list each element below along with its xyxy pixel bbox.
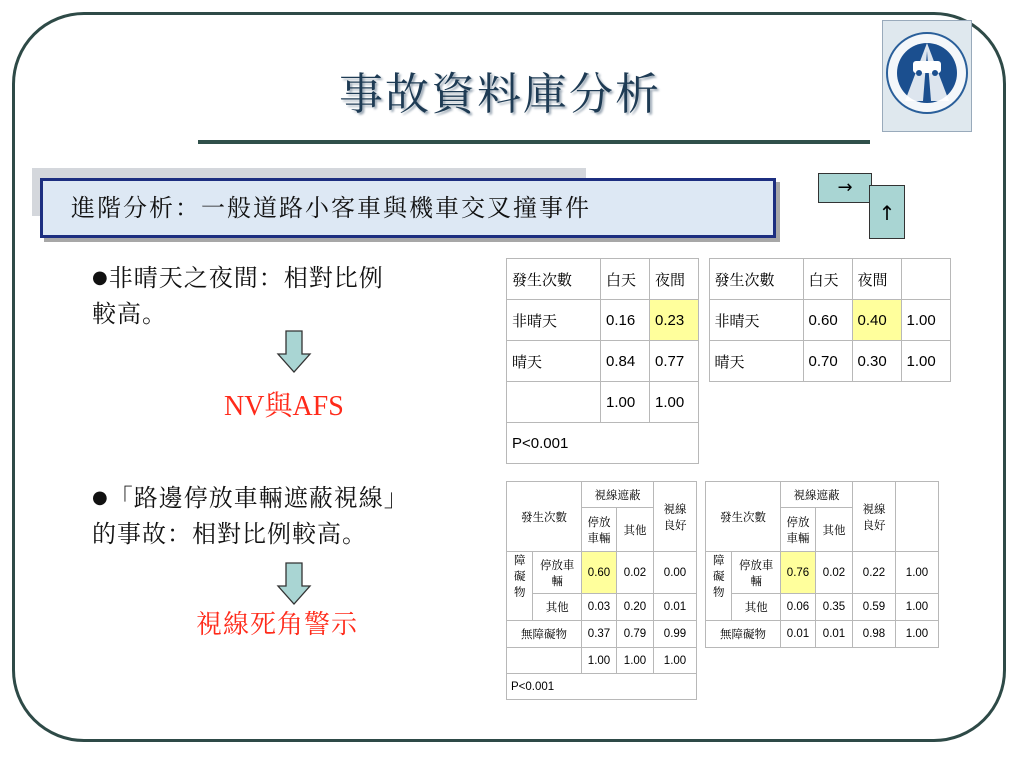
bullet-marker: ●	[92, 487, 109, 508]
down-arrow-icon	[276, 330, 312, 374]
table-cell: 無障礙物	[706, 621, 781, 648]
table-cell: 0.02	[617, 552, 654, 594]
table-cell: 無障礙物	[507, 621, 582, 648]
table-cell: 發生次數	[507, 259, 601, 300]
table-cell: 白天	[601, 259, 650, 300]
table-cell: 0.99	[654, 621, 697, 648]
table-cell: 其他	[732, 594, 781, 621]
bullet-1-line1: 非晴天之夜間：相對比例	[108, 264, 384, 292]
table-cell: 0.76	[781, 552, 816, 594]
table-cell: 視線遮蔽	[781, 482, 853, 508]
table-cell: 0.60	[582, 552, 617, 594]
table-cell: 0.60	[803, 300, 852, 341]
table-cell: 0.30	[852, 341, 901, 382]
down-arrow-icon	[276, 562, 312, 606]
table-cell: 0.59	[853, 594, 896, 621]
table-cell: 其他	[533, 594, 582, 621]
obstruction-table	[506, 481, 939, 700]
table-row	[507, 423, 951, 464]
table-cell: 晴天	[709, 341, 803, 382]
table-row	[507, 259, 951, 300]
bullet-1-result: NV與AFS	[224, 391, 344, 422]
table-cell	[507, 382, 601, 423]
table-cell: 1.00	[901, 341, 950, 382]
bullet-2-line2: 的事故：相對比例較高。	[92, 520, 367, 548]
table-row	[507, 300, 951, 341]
table-cell: 0.84	[601, 341, 650, 382]
next-slide-button[interactable]	[818, 173, 872, 203]
table-cell	[901, 259, 950, 300]
table-cell: 夜間	[650, 259, 699, 300]
table-cell: 晴天	[507, 341, 601, 382]
previous-level-button[interactable]	[869, 185, 905, 239]
table-row	[507, 382, 951, 423]
table-cell: 0.22	[853, 552, 896, 594]
bullet-2-line1: 「路邊停放車輛遮蔽視線」	[108, 484, 409, 512]
right-arrow-icon: →	[837, 177, 853, 198]
p-value: P<0.001	[507, 423, 699, 464]
table-cell: 發生次數	[709, 259, 803, 300]
bullet-1-line2: 較高。	[92, 300, 167, 328]
table-cell: 0.20	[617, 594, 654, 621]
table-cell: 0.37	[582, 621, 617, 648]
table-cell: 0.01	[816, 621, 853, 648]
up-arrow-icon: ↑	[878, 201, 896, 225]
table-cell: 障礙物	[507, 552, 533, 621]
table-row	[507, 552, 939, 594]
table-cell: 停放車輛	[533, 552, 582, 594]
bullet-2	[92, 480, 409, 552]
table-cell: 停放車輛	[582, 508, 617, 552]
p-value: P<0.001	[507, 674, 697, 700]
table-cell: 1.00	[617, 648, 654, 674]
table-cell: 0.02	[816, 552, 853, 594]
title-underline	[198, 140, 870, 144]
table-cell: 視線遮蔽	[582, 482, 654, 508]
table-row	[507, 648, 939, 674]
table-cell: 發生次數	[507, 482, 582, 552]
table-cell: 非晴天	[709, 300, 803, 341]
bullet-1	[92, 260, 384, 332]
table-cell: 0.03	[582, 594, 617, 621]
table-cell: 停放車輛	[732, 552, 781, 594]
table-cell: 0.23	[650, 300, 699, 341]
table-cell: 1.00	[650, 382, 699, 423]
table-cell: 白天	[803, 259, 852, 300]
table-cell: 障礙物	[706, 552, 732, 621]
table-cell: 0.79	[617, 621, 654, 648]
table-cell: 0.70	[803, 341, 852, 382]
table-cell: 視線良好	[654, 482, 697, 552]
table-cell: 發生次數	[706, 482, 781, 552]
table-cell: 0.35	[816, 594, 853, 621]
table-cell: 視線良好	[853, 482, 896, 552]
slide-title: 事故資料庫分析	[339, 69, 661, 120]
table-row	[507, 674, 939, 700]
table-cell: 1.00	[601, 382, 650, 423]
table-cell: 0.16	[601, 300, 650, 341]
table-cell: 停放車輛	[781, 508, 816, 552]
table-cell: 1.00	[582, 648, 617, 674]
table-row	[507, 621, 939, 648]
table-cell: 0.77	[650, 341, 699, 382]
table-cell: 0.06	[781, 594, 816, 621]
table-cell: 0.40	[852, 300, 901, 341]
institution-logo	[882, 20, 972, 132]
table-cell: 其他	[816, 508, 853, 552]
table-cell: 0.01	[654, 594, 697, 621]
table-cell: 其他	[617, 508, 654, 552]
bullet-2-result: 視線死角警示	[196, 610, 359, 640]
table-cell: 非晴天	[507, 300, 601, 341]
table-row	[507, 482, 939, 508]
table-cell: 0.01	[781, 621, 816, 648]
table-cell: 夜間	[852, 259, 901, 300]
table-cell: 1.00	[654, 648, 697, 674]
table-cell: 1.00	[896, 552, 939, 594]
table-cell: 0.98	[853, 621, 896, 648]
bullet-marker: ●	[92, 267, 109, 288]
table-cell: 1.00	[896, 621, 939, 648]
table-row	[507, 341, 951, 382]
weather-daynight-table	[506, 258, 951, 464]
table-cell: 0.00	[654, 552, 697, 594]
table-cell: 1.00	[901, 300, 950, 341]
section-banner: 進階分析：一般道路小客車與機車交叉撞事件	[40, 178, 776, 238]
table-cell: 1.00	[896, 594, 939, 621]
